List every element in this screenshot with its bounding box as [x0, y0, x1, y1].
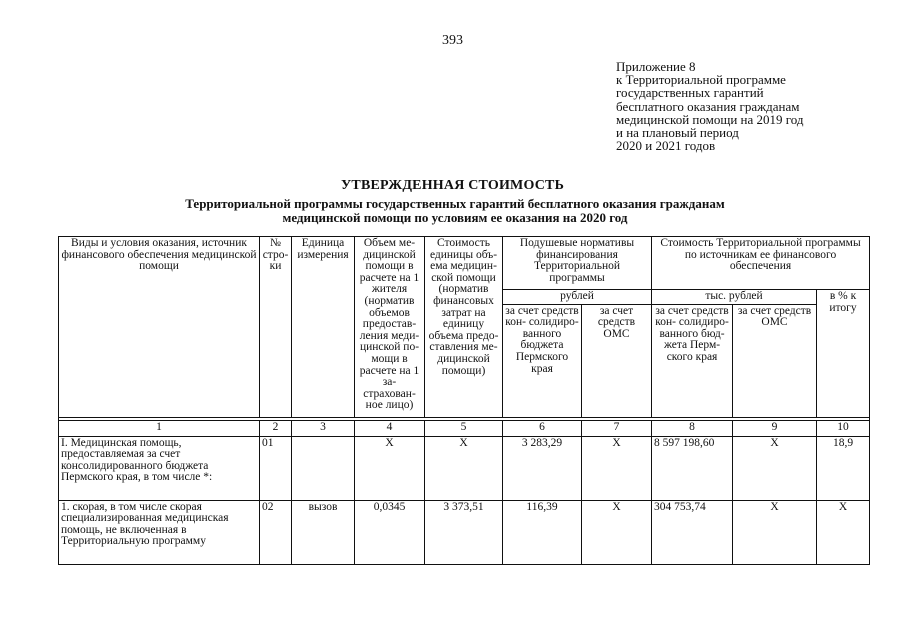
row-total-budget: 304 753,74	[652, 500, 733, 564]
column-number: 8	[652, 420, 733, 436]
header-row-1	[59, 237, 870, 290]
appendix-line: Приложение 8	[616, 59, 696, 74]
table-row	[59, 500, 870, 564]
row-unit	[292, 436, 355, 500]
row-cost: 3 373,51	[425, 500, 503, 564]
header-unit-rub: рублей	[503, 290, 652, 305]
column-number: 4	[355, 420, 425, 436]
row-name: I. Медицинская помощь, предоставляемая за счет консолидированного бюджета Пермского края, в том числе *:	[59, 436, 260, 500]
appendix-line: и на плановый период	[616, 125, 739, 141]
appendix-note	[616, 60, 896, 152]
column-number: 1	[59, 420, 260, 436]
row-name: 1. скорая, в том числе скорая специализированная медицинская помощь, не включенная в Территориальную программу	[59, 500, 260, 564]
column-number-row	[59, 420, 870, 436]
appendix-line: медицинской помощи на 2019 год	[616, 111, 804, 127]
column-number: 10	[817, 420, 870, 436]
column-number: 5	[425, 420, 503, 436]
page-number: 393	[442, 33, 463, 48]
header-col-7: за счет средств ОМС	[582, 304, 652, 417]
header-group-normatives: Подушевые нормативы финансирования Территориальной программы	[503, 237, 652, 290]
row-total-oms: Х	[733, 500, 817, 564]
row-percent: 18,9	[817, 436, 870, 500]
column-number: 2	[260, 420, 292, 436]
row-per-capita-oms: Х	[582, 500, 652, 564]
row-volume: 0,0345	[355, 500, 425, 564]
column-number: 9	[733, 420, 817, 436]
header-col-4: Объем ме- дицинской помощи в расчете на 1 жителя (норматив объемов предостав- ления меди- цинской по- мощи в расчете на 1 за- страхован- ное лицо)	[355, 237, 425, 418]
row-cost: Х	[425, 436, 503, 500]
row-per-capita-budget: 3 283,29	[503, 436, 582, 500]
column-number: 6	[503, 420, 582, 436]
header-col-2: № стро- ки	[260, 237, 292, 418]
row-code: 02	[260, 500, 292, 564]
appendix-line: к Территориальной программе	[616, 72, 786, 88]
header-col-5: Стоимость единицы объ- ема медицин- ской помощи (норматив финансовых затрат на единицу объема предо- ставления ме- дицинской помощи)	[425, 237, 503, 418]
column-number: 3	[292, 420, 355, 436]
row-total-oms: Х	[733, 436, 817, 500]
header-col-6: за счет средств кон- солидиро- ванного бюджета Пермского края	[503, 304, 582, 417]
table-row	[59, 436, 870, 500]
header-group-cost: Стоимость Территориальной программы по источникам ее финансового обеспечения	[652, 237, 870, 290]
row-unit: вызов	[292, 500, 355, 564]
row-per-capita-oms: Х	[582, 436, 652, 500]
appendix-line: бесплатного оказания гражданам	[616, 98, 800, 114]
document-subtitle	[60, 197, 850, 225]
header-percent: в % к итогу	[817, 290, 870, 418]
row-per-capita-budget: 116,39	[503, 500, 582, 564]
document-title: УТВЕРЖДЕННАЯ СТОИМОСТЬ	[340, 178, 565, 193]
appendix-line: 2020 и 2021 годов	[616, 138, 716, 154]
subtitle-line-2: медицинской помощи по условиям ее оказания на 2020 год	[282, 210, 628, 225]
subtitle-line-1: Территориальной программы государственных гарантий бесплатного оказания гражданам	[185, 196, 725, 211]
row-code: 01	[260, 436, 292, 500]
header-col-8: за счет средств кон- солидиро- ванного бюд- жета Перм- ского края	[652, 304, 733, 417]
header-col-9: за счет средств ОМС	[733, 304, 817, 417]
row-total-budget: 8 597 198,60	[652, 436, 733, 500]
column-number: 7	[582, 420, 652, 436]
header-unit-thousand: тыс. рублей	[652, 290, 817, 305]
row-volume: Х	[355, 436, 425, 500]
appendix-line: государственных гарантий	[616, 85, 764, 101]
row-percent: Х	[817, 500, 870, 564]
cost-table	[58, 236, 870, 565]
header-col-1: Виды и условия оказания, источник финансового обеспечения медицинской помощи	[59, 237, 260, 418]
header-col-3: Единица измерения	[292, 237, 355, 418]
